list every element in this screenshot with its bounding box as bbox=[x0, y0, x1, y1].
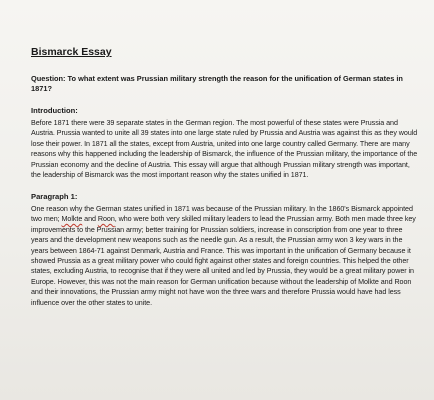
paragraph1-text-after: , who were both very skilled military leaders to lead the Prussian army. Both men made three key improvements to the Prussian army; better training for Prussian soldiers, increase in conscription from one year to three years and the development new weapons such as the needle gun. As a result, the Prussian army won 3 key wars in the years between 1864-71 against Denmark, Austria and France. This was important in the unification of Germany because it showed Prussia as a great military power who could fight against other states and foreign countries. This helped the other states, excluding Austria, to recognise that if they were all united and led by Prussia, they would be a great military power in Europe. However, this was not the main reason for German unification because without the leadership of Molkte and Roon and their innovations, the Prussian army might not have won the three wars and therefore Prussia would have had less influence over the other states to unite. bbox=[31, 215, 416, 307]
paragraph1-text bbox=[31, 204, 420, 309]
essay-question: Question: To what extent was Prussian military strength the reason for the unification of German states in 1871? bbox=[31, 74, 403, 93]
spellcheck-word-moltke: Molkte bbox=[61, 215, 83, 224]
paragraph1-heading: Paragraph 1: bbox=[31, 191, 78, 201]
introduction-text: Before 1871 there were 39 separate states in the German region. The most powerful of these states were Prussia and Austria. Prussia wanted to unite all 39 states into one large state ruled by Prussia and Austria was against this as they would lose their power. In 1871 all the states, except from Austria, united into one large country called Germany. There are many reasons why this happened including the leadership of Bismarck, the influence of the Prussian military, the importance of the Prussian economy and the decline of Austria. This essay will argue that although Prussian military strength was important, the leadership of Bismarck was the most important reason why the states unified in 1871. bbox=[31, 119, 418, 180]
paragraph1-text-before: One reason why the German states unified in 1871 was because of the Prussian military. In the 1860's Bismarck appointed two men; bbox=[31, 204, 413, 224]
essay-title: Bismarck Essay bbox=[31, 46, 112, 58]
spellcheck-word-roon: Roon bbox=[97, 215, 115, 224]
introduction-heading: Introduction: bbox=[31, 106, 78, 115]
paragraph1-text-mid: and bbox=[82, 215, 98, 224]
